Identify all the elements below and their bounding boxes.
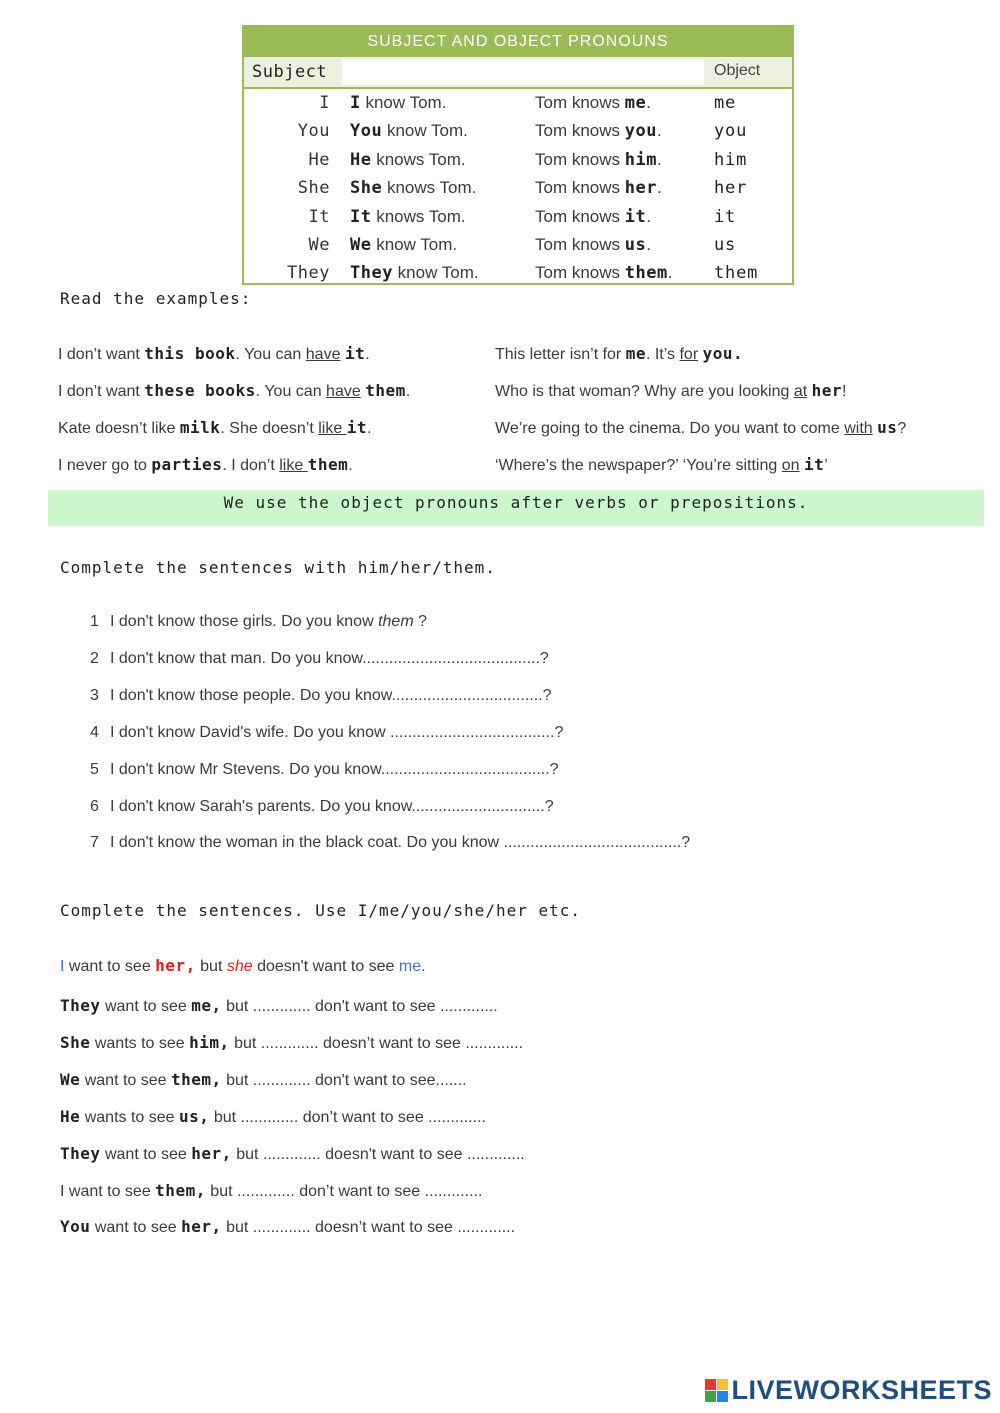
logo-square-yellow: [717, 1379, 728, 1390]
row-example-object-pronoun: us: [624, 234, 647, 255]
item-object-pronoun: her,: [191, 1143, 232, 1163]
sentence-end: .: [366, 420, 372, 437]
sentence-object-pronoun: them: [365, 381, 406, 400]
pronoun-table: [242, 25, 794, 285]
item-subject-pronoun: He: [60, 1106, 81, 1126]
item-text: I don't know Mr Stevens. Do you know......................................?: [110, 760, 559, 778]
example-sentence: [495, 418, 906, 438]
row-example-subject-pronoun: He: [350, 149, 372, 170]
row-example-object-pronoun: it: [624, 206, 647, 227]
item-object-pronoun: us,: [178, 1106, 210, 1126]
item-rest: but ............. doesn’t want to see .............: [229, 1034, 524, 1052]
item-object-pronoun: them,: [170, 1069, 222, 1089]
exercise1-item: [90, 650, 549, 668]
item-subject-pronoun: We: [60, 1069, 81, 1089]
sentence-end: ?: [897, 420, 907, 437]
row-example-subject: [350, 203, 466, 231]
sentence-verb-or-preposition: at: [793, 383, 808, 400]
row-example-object-pronoun: her: [624, 178, 657, 199]
sentence-verb-or-preposition: for: [679, 346, 699, 363]
row-example-object-pre: Tom knows: [535, 263, 625, 283]
sentence-end: !: [842, 383, 847, 400]
item-rest: but ............. don't want to see .............: [221, 998, 498, 1015]
row-example-object-end: .: [656, 178, 662, 198]
row-example-subject: [350, 146, 466, 174]
header-blank: [342, 59, 704, 85]
table-row: [244, 203, 792, 231]
row-object: him: [714, 149, 748, 170]
item-number: 5: [90, 760, 99, 778]
sentence-object-pronoun: you.: [702, 344, 744, 363]
row-example-object-end: .: [646, 93, 651, 112]
row-example-object-end: .: [667, 263, 673, 283]
header-object: Object: [714, 62, 761, 79]
exercise2-item: [60, 1070, 467, 1090]
sentence-end: .: [405, 383, 411, 400]
row-example-object: [535, 231, 651, 259]
header-subject: Subject: [252, 62, 328, 82]
row-object: us: [714, 234, 737, 255]
example-sentence: [495, 381, 846, 401]
exercise2-item: [60, 1144, 525, 1164]
sentence-part: I don’t want: [58, 346, 145, 363]
item-number: 4: [90, 723, 99, 741]
row-example-object-end: .: [646, 206, 651, 226]
row-example-subject: [350, 89, 446, 117]
row-example-object-pronoun: me: [624, 93, 647, 113]
row-object: you: [714, 121, 748, 142]
item-subject-pronoun: She: [60, 1032, 91, 1052]
row-example-object-end: .: [646, 234, 651, 254]
sentence-verb-or-preposition: have: [326, 383, 361, 400]
row-example-object-pronoun: you: [624, 121, 657, 142]
row-subject: It: [308, 206, 330, 227]
row-example-object: [535, 174, 662, 202]
item-text: I don't know David's wife. Do you know .....................................?: [110, 723, 564, 741]
sentence-object-pronoun: them: [307, 455, 349, 474]
examples-heading: Read the examples:: [60, 289, 252, 308]
row-subject: We: [308, 234, 330, 255]
row-object: me: [714, 93, 737, 113]
exercise1-item: [90, 613, 427, 631]
item-answer: them: [378, 613, 414, 630]
item-mid: I want to see: [60, 1182, 156, 1200]
exercise2-example: [60, 956, 426, 976]
row-example-subject-rest: know Tom.: [382, 121, 468, 141]
example-subject: I: [60, 958, 65, 975]
exercise1-heading: Complete the sentences with him/her/them.: [60, 558, 496, 577]
item-rest: but ............. doesn’t want to see .............: [221, 1219, 516, 1237]
sentence-part: ‘Where’s the newspaper?’ ‘You’re sitting: [495, 457, 782, 474]
row-example-object-end: .: [656, 121, 662, 141]
row-subject: You: [297, 121, 330, 142]
sentence-part: . She doesn’t: [220, 420, 319, 437]
sentence-part: . I don’t: [222, 457, 280, 474]
row-example-object-pronoun: him: [624, 149, 657, 170]
example-sentence: [58, 455, 353, 475]
item-text: I don't know Sarah's parents. Do you know..............................?: [110, 797, 554, 815]
sentence-noun: these books: [144, 381, 256, 400]
sentence-verb-or-preposition: like: [318, 420, 347, 437]
row-object: them: [714, 263, 759, 284]
item-mid: want to see: [80, 1071, 171, 1089]
row-example-object-pre: Tom knows: [535, 149, 625, 169]
item-subject-pronoun: They: [60, 1143, 101, 1163]
sentence-noun: milk: [179, 418, 221, 437]
sentence-part: . It’s: [645, 346, 680, 363]
item-rest: but ............. doesn't want to see .............: [231, 1145, 525, 1163]
example-sentence: [495, 344, 743, 364]
item-text: I don't know those girls. Do you know: [110, 613, 379, 630]
row-example-subject-rest: know Tom.: [360, 93, 447, 112]
row-subject: They: [287, 263, 330, 284]
sentence-part: . You can: [255, 383, 327, 400]
row-example-subject-pronoun: She: [350, 178, 383, 199]
item-mid: wants to see: [80, 1108, 179, 1126]
example-mid2: doesn't want to see: [252, 958, 399, 975]
sentence-object-pronoun: us: [877, 418, 898, 437]
exercise2-item: [60, 1033, 523, 1053]
exercise2-heading: Complete the sentences. Use I/me/you/she/her etc.: [60, 901, 582, 920]
item-text: I don't know those people. Do you know..................................?: [110, 686, 552, 704]
item-mid: want to see: [100, 998, 192, 1015]
row-example-object-pronoun: them: [624, 263, 668, 284]
example-sentence: [58, 418, 371, 438]
sentence-part: . You can: [235, 346, 306, 363]
exercise2-item: [60, 1107, 486, 1127]
exercise1-item: [90, 761, 559, 779]
row-example-subject-pronoun: You: [350, 121, 383, 142]
sentence-part: Kate doesn’t like: [58, 420, 180, 437]
item-object-pronoun: him,: [189, 1032, 230, 1052]
row-example-object-pre: Tom knows: [535, 234, 625, 254]
liveworksheets-logo: [705, 1373, 992, 1407]
sentence-object-pronoun: her: [811, 381, 843, 400]
item-text: I don't know the woman in the black coat. Do you know ........................................?: [110, 834, 691, 852]
table-row: [244, 117, 792, 145]
item-object-pronoun: her,: [181, 1217, 222, 1237]
item-number: 1: [90, 613, 99, 630]
item-number: 6: [90, 797, 99, 815]
table-row: [244, 174, 792, 202]
exercise1-item: [90, 798, 554, 816]
row-example-object-pre: Tom knows: [535, 121, 625, 141]
example-sentence: [58, 344, 370, 364]
item-object-pronoun: me,: [191, 996, 222, 1015]
item-text: I don't know that man. Do you know........................................?: [110, 649, 549, 667]
item-end: ?: [413, 613, 427, 630]
item-number: 7: [90, 834, 99, 852]
example-answer1: she: [226, 958, 253, 975]
row-example-subject-rest: knows Tom.: [371, 206, 466, 226]
sentence-end: .: [348, 457, 353, 474]
row-example-subject-rest: knows Tom.: [371, 149, 466, 169]
example-answer2: me: [398, 958, 422, 975]
logo-text: LIVEWORKSHEETS: [731, 1374, 992, 1405]
row-subject: She: [297, 178, 330, 199]
sentence-part: We’re going to the cinema. Do you want to come: [495, 420, 845, 437]
table-row: [244, 259, 792, 287]
exercise2-item: [60, 1181, 482, 1201]
row-example-object: [535, 203, 651, 231]
row-example-object: [535, 89, 651, 117]
table-row: [244, 89, 792, 117]
row-example-subject-pronoun: We: [350, 234, 372, 255]
row-example-subject: [350, 231, 457, 259]
row-subject: I: [319, 93, 330, 113]
sentence-part: I never go to: [58, 457, 152, 474]
row-object: her: [714, 178, 748, 199]
exercise2-item: [60, 996, 498, 1016]
example-sentence: [58, 381, 410, 401]
sentence-end: .: [365, 346, 370, 363]
item-mid: want to see: [100, 1145, 192, 1163]
table-row: [244, 231, 792, 259]
row-example-subject-rest: knows Tom.: [382, 178, 477, 198]
exercise1-item: [90, 834, 690, 852]
sentence-noun: parties: [151, 455, 223, 474]
row-example-subject-rest: know Tom.: [371, 234, 458, 254]
row-example-subject: [350, 117, 468, 145]
item-mid: wants to see: [90, 1034, 190, 1052]
sentence-part: I don’t want: [58, 383, 145, 400]
sentence-verb-or-preposition: like: [279, 457, 308, 474]
row-example-object-end: .: [656, 149, 662, 169]
example-mid: want to see: [64, 958, 156, 975]
row-example-subject-pronoun: It: [350, 206, 372, 227]
example-end: .: [421, 958, 426, 975]
table-body: [244, 89, 792, 288]
example-but: but: [195, 958, 227, 975]
logo-square-blue: [717, 1391, 728, 1402]
table-row: [244, 146, 792, 174]
row-example-subject-pronoun: They: [350, 263, 393, 284]
table-header: [244, 57, 792, 89]
row-example-subject-rest: know Tom.: [392, 263, 479, 283]
sentence-end: ’: [824, 457, 828, 474]
item-object-pronoun: them,: [155, 1180, 206, 1200]
sentence-verb-or-preposition: with: [844, 420, 873, 437]
exercise1-item: [90, 724, 563, 742]
row-example-subject: [350, 174, 476, 202]
row-example-object-pre: Tom knows: [535, 178, 625, 198]
item-subject-pronoun: You: [60, 1217, 91, 1237]
row-example-object: [535, 259, 672, 287]
row-example-object-pre: Tom knows: [535, 93, 625, 112]
sentence-verb-or-preposition: have: [305, 346, 341, 363]
sentence-object-pronoun: it: [803, 455, 825, 474]
item-rest: but ............. don’t want to see .............: [209, 1108, 486, 1126]
sentence-noun: this book: [144, 344, 236, 363]
item-rest: but ............. don't want to see.......: [221, 1071, 467, 1089]
example-sentence: [495, 455, 828, 475]
table-title: SUBJECT AND OBJECT PRONOUNS: [244, 27, 792, 57]
row-example-object-pre: Tom knows: [535, 206, 625, 226]
logo-mark-icon: [705, 1379, 728, 1402]
item-subject-pronoun: They: [60, 996, 101, 1015]
sentence-object-pronoun: it: [344, 344, 366, 363]
sentence-part: This letter isn’t for: [495, 346, 626, 363]
sentence-verb-or-preposition: on: [781, 457, 800, 474]
exercise2-item: [60, 1217, 515, 1237]
item-mid: want to see: [90, 1219, 182, 1237]
row-object: it: [714, 206, 737, 227]
row-subject: He: [308, 149, 330, 170]
rule-banner: We use the object pronouns after verbs or prepositions.: [48, 490, 984, 526]
row-example-object: [535, 146, 662, 174]
item-number: 2: [90, 649, 99, 667]
sentence-object-pronoun: it: [346, 418, 367, 437]
row-example-object: [535, 117, 662, 145]
sentence-noun: me: [625, 344, 646, 363]
logo-square-red: [705, 1379, 716, 1390]
logo-square-green: [705, 1391, 716, 1402]
sentence-part: Who is that woman? Why are you looking: [495, 383, 794, 400]
example-object: her,: [155, 956, 196, 975]
row-example-subject: [350, 259, 479, 287]
exercise1-item: [90, 687, 552, 705]
row-example-subject-pronoun: I: [350, 93, 361, 113]
item-rest: but ............. don’t want to see .............: [205, 1182, 483, 1200]
item-number: 3: [90, 686, 99, 704]
